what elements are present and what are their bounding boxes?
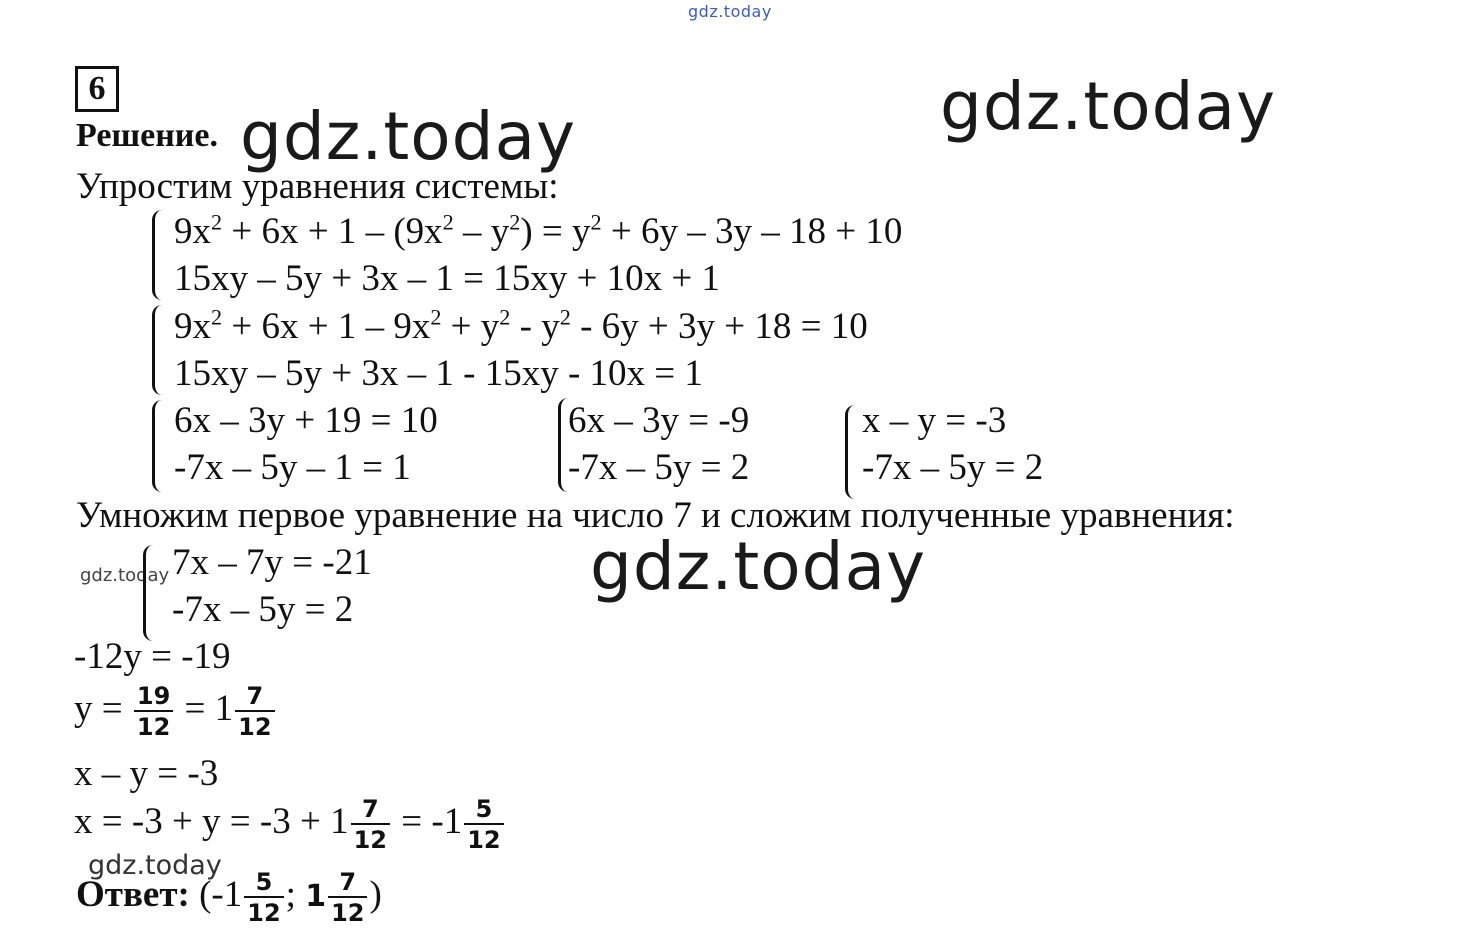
intro-text: Упростим уравнения системы:	[76, 166, 559, 207]
system2-eq1: $9x^2 + 6x + 1 - 9x^2 + y^2 - y^2 - 6y + 3y + 18 = 10$	[174, 304, 868, 347]
problem-number: 6	[75, 66, 119, 112]
answer-fraction-7-12: $\frac{7}{12}$	[328, 870, 367, 925]
fraction-7-12-b: $\frac{7}{12}$	[351, 797, 390, 852]
fraction-19-12: $\frac{19}{12}$	[134, 684, 173, 739]
watermark-big-header: gdz.today	[240, 98, 577, 175]
system5-eq2: -7x – 5y = 2	[862, 447, 1044, 488]
step-2: y = $\frac{19}{12}$ = 1 $\frac{7}{12}$	[74, 684, 277, 739]
system3-eq1: 6x – 3y + 19 = 10	[174, 400, 438, 441]
system5-eq1: x – y = -3	[862, 400, 1007, 441]
step-1: -12y = -19	[74, 636, 231, 677]
system4-eq2: -7x – 5y = 2	[568, 447, 750, 488]
system4-eq1: 6x – 3y = -9	[568, 400, 750, 441]
brace-system-3	[152, 400, 169, 492]
fraction-5-12: $\frac{5}{12}$	[464, 797, 503, 852]
brace-system-1	[152, 210, 169, 300]
watermark-big-right: gdz.today	[940, 68, 1277, 145]
answer-fraction-5-12: $\frac{5}{12}$	[244, 870, 283, 925]
watermark-small-bottom: gdz.today	[88, 850, 222, 881]
answer-label: Ответ:	[76, 873, 190, 915]
watermark-small-left: gdz.today	[80, 565, 170, 586]
watermark-big-middle: gdz.today	[590, 528, 927, 605]
answer-line: Ответ: (-1 $\frac{5}{12}$ ; 1 $\frac{7}{12}$ )	[76, 868, 382, 927]
brace-system-2	[152, 305, 169, 395]
system6-eq2: -7x – 5y = 2	[172, 589, 354, 630]
step-4: x = -3 + y = -3 + 1 $\frac{7}{12}$ = -1 $\frac{5}{12}$	[74, 797, 506, 852]
system3-eq2: -7x – 5y – 1 = 1	[174, 447, 411, 488]
watermark-top: gdz.today	[688, 2, 772, 21]
fraction-7-12: $\frac{7}{12}$	[235, 684, 274, 739]
step-3: x – y = -3	[74, 753, 219, 794]
system1-eq2: 15xy – 5y + 3x – 1 = 15xy + 10x + 1	[174, 258, 720, 299]
solution-heading: Решение.	[76, 117, 218, 154]
system6-eq1: 7x – 7y = -21	[172, 542, 372, 583]
multiply-text: Умножим первое уравнение на число 7 и сложим полученные уравнения:	[76, 495, 1235, 536]
brace-system-6	[143, 545, 160, 641]
system1-eq1: $9x^2 + 6x + 1 - (9x^2 - y^2) = y^2 + 6y - 3y - 18 + 10$	[174, 209, 903, 252]
system2-eq2: 15xy – 5y + 3x – 1 - 15xy - 10x = 1	[174, 353, 703, 394]
brace-system-5	[845, 405, 862, 499]
